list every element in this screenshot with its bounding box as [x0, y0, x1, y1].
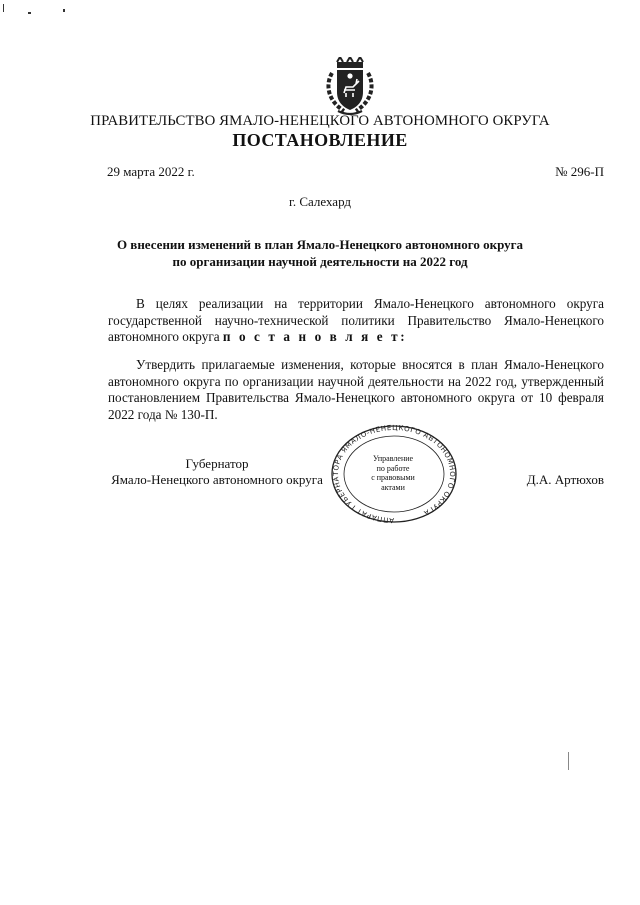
scan-mark [3, 4, 4, 12]
scan-mark [63, 9, 65, 12]
government-title: ПРАВИТЕЛЬСТВО ЯМАЛО-НЕНЕЦКОГО АВТОНОМНОГО ОКРУГА [90, 113, 550, 129]
resolution-keyword: п о с т а н о в л я е т: [222, 329, 408, 344]
seal-line: по работе [376, 463, 410, 473]
paragraph-text: Утвердить прилагаемые изменения, которые вносятся в план Ямало-Ненецкого автономного округа по организации научной деятельности на 2022 год, утвержденный постановлением Правительства Ямало-Ненецкого автономного округа от 10 февраля 2022 года № 130-П. [108, 357, 604, 422]
position-line: Губернатор [185, 456, 249, 471]
body-paragraph [108, 296, 604, 346]
document-type: ПОСТАНОВЛЕНИЕ [232, 130, 408, 150]
subject-line: О внесении изменений в план Ямало-Ненецкого автономного округа [116, 237, 524, 252]
subject-line: по организации научной деятельности на 2022 год [172, 254, 468, 269]
signatory-name: Д.А. Артюхов [526, 472, 604, 487]
document-city: г. Салехард [288, 194, 352, 209]
scan-mark [568, 752, 569, 770]
position-line: Ямало-Ненецкого автономного округа [111, 472, 323, 487]
document-subject [60, 236, 580, 270]
body-paragraph [108, 357, 604, 423]
seal-line: Управление [372, 454, 414, 463]
seal-ring-text: АППАРАТ ГУБЕРНАТОРА ЯМАЛО-НЕНЕЦКОГО АВТОНОМНОГО ОКРУГА [332, 424, 457, 524]
seal-line: актами [381, 482, 405, 492]
document-date: 29 марта 2022 г. [107, 164, 195, 179]
seal-line: с правовыми [371, 473, 415, 482]
coat-of-arms-icon [320, 57, 380, 117]
scan-mark [28, 12, 31, 14]
seal-inner-text [360, 454, 426, 492]
document-number: № 296-П [555, 164, 604, 179]
signatory-position [100, 456, 334, 488]
paragraph-text: В целях реализации на территории Ямало-Ненецкого автономного округа государственной научно-технической политики Правительство Ямало-Ненецкого автономного округа [108, 296, 604, 344]
